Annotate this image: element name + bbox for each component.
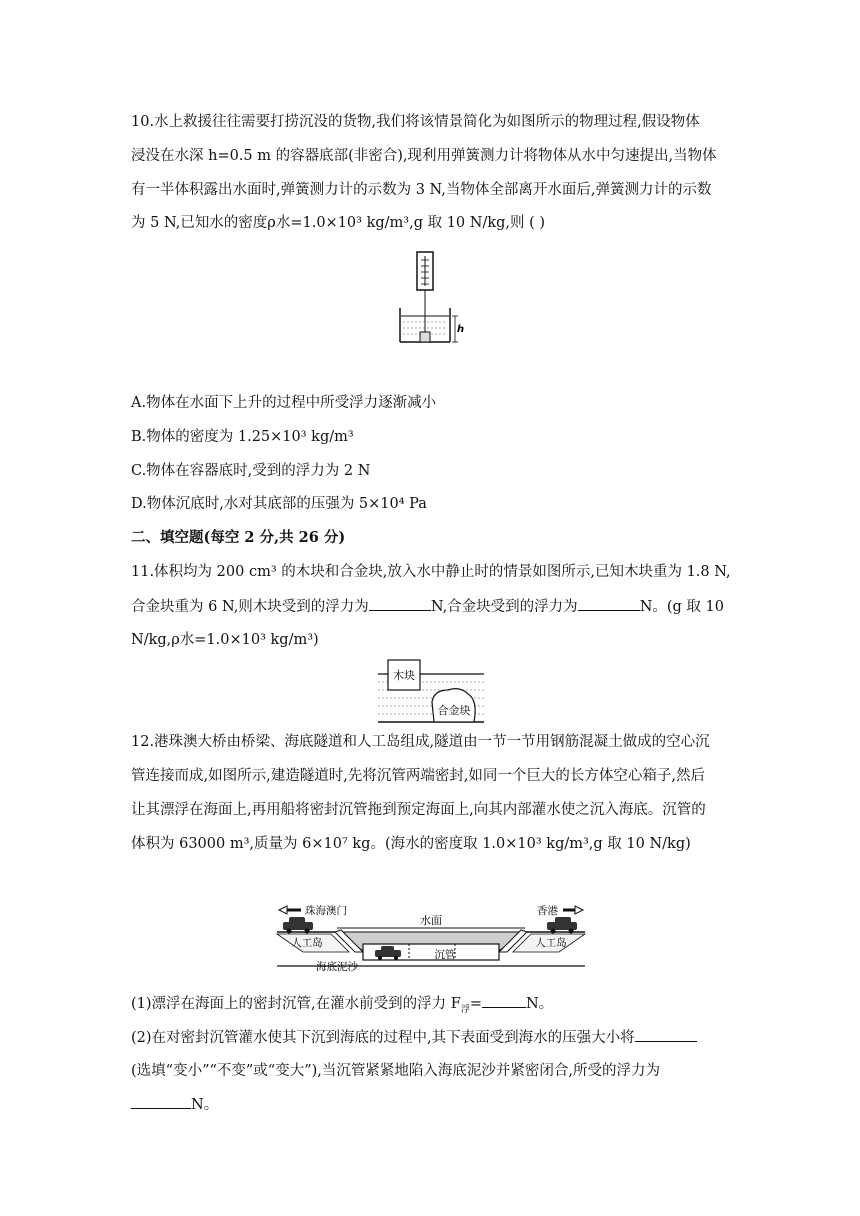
q10-spring-scale-figure — [395, 250, 465, 346]
q12-blank-3[interactable] — [131, 1094, 191, 1109]
q11-text-b: N,合金块受到的浮力为 — [430, 599, 578, 615]
q12-blank-2[interactable] — [635, 1027, 697, 1042]
q10-option-a: A.物体在水面下上升的过程中所受浮力逐渐减小 — [131, 395, 437, 411]
q11-fig-alloy-label: 合金块 — [437, 704, 471, 717]
q12-sub2-line-2: (选填“变小”“不变”或“变大”),当沉管紧紧地陷入海底泥沙并紧密闭合,所受的浮力为 — [131, 1063, 661, 1079]
q11-line-1: 11.体积均为 200 cm³ 的木块和合金块,放入水中静止时的情景如图所示,已知木块重为 1.8 N, — [131, 564, 731, 580]
q12-sub2-text-c: N。 — [191, 1097, 219, 1113]
q10-line-4: 为 5 N,已知水的密度ρ水=1.0×10³ kg/m³,g 取 10 N/kg,则 ( ) — [131, 215, 546, 231]
q12-sub1-text-c: N。 — [526, 996, 554, 1012]
q12-fig-right-label: 香港 — [537, 905, 558, 917]
q12-sub2-text-a: (2)在对密封沉管灌水使其下沉到海底的过程中,其下表面受到海水的压强大小将 — [131, 1030, 635, 1046]
q12-sub2-line-3 — [131, 1094, 731, 1115]
q12-sub1 — [131, 993, 731, 1014]
q12-fig-tube-label: 沉管 — [434, 949, 456, 961]
q11-line-3: N/kg,ρ水=1.0×10³ kg/m³) — [131, 632, 319, 648]
q12-sub2-line-1 — [131, 1027, 731, 1048]
section-2-heading: 二、填空题(每空 2 分,共 26 分) — [131, 529, 346, 546]
q10-line-1: 10.水上救援往往需要打捞沉没的货物,我们将该情景简化为如图所示的物理过程,假设物体 — [131, 114, 700, 130]
q12-fig-island-right-label: 人工岛 — [535, 937, 567, 949]
q11-fig-wood-label: 木块 — [393, 669, 415, 682]
q12-blank-1[interactable] — [482, 993, 526, 1008]
q12-line-3: 让其漂浮在海面上,再用船将密封沉管拖到预定海面上,向其内部灌水使之沉入海底。沉管的 — [131, 802, 706, 818]
q12-fig-island-left-label: 人工岛 — [291, 937, 323, 949]
q12-sub1-text-b: = — [469, 996, 482, 1012]
q11-blocks-figure — [376, 656, 486, 724]
q10-option-b: B.物体的密度为 1.25×10³ kg/m³ — [131, 429, 354, 445]
q12-line-4: 体积为 63000 m³,质量为 6×10⁷ kg。(海水的密度取 1.0×10³ kg/m³,g 取 10 N/kg) — [131, 836, 691, 852]
q12-sub1-text-a: (1)漂浮在海面上的密封沉管,在灌水前受到的浮力 F — [131, 996, 461, 1012]
q12-tunnel-figure — [275, 898, 587, 974]
q10-option-d: D.物体沉底时,水对其底部的压强为 5×10⁴ Pa — [131, 496, 427, 512]
q11-blank-1[interactable] — [369, 596, 431, 611]
q12-line-1: 12.港珠澳大桥由桥梁、海底隧道和人工岛组成,隧道由一节一节用钢筋混凝土做成的空心沉 — [131, 734, 710, 750]
q12-sub1-subscript: 浮 — [460, 1004, 470, 1015]
q10-line-3: 有一半体积露出水面时,弹簧测力计的示数为 3 N,当物体全部离开水面后,弹簧测力计的示数 — [131, 182, 712, 198]
q11-blank-2[interactable] — [578, 596, 640, 611]
car-icon-left — [283, 917, 313, 934]
q12-fig-sand-label: 海底泥沙 — [316, 961, 358, 973]
q10-option-c: C.物体在容器底时,受到的浮力为 2 N — [131, 463, 371, 479]
q12-line-2: 管连接而成,如图所示,建造隧道时,先将沉管两端密封,如同一个巨大的长方体空心箱子,然后 — [131, 768, 706, 784]
car-icon-right — [547, 917, 577, 934]
q10-line-2: 浸没在水深 h=0.5 m 的容器底部(非密合),现利用弹簧测力计将物体从水中匀速提出,当物体 — [131, 148, 717, 164]
q12-fig-left-label: 珠海澳门 — [305, 905, 347, 917]
q11-text-a: 合金块重为 6 N,则木块受到的浮力为 — [131, 599, 369, 615]
q10-fig-h-label: h — [457, 324, 465, 335]
q12-fig-water-label: 水面 — [420, 914, 442, 927]
q11-text-c: N。(g 取 10 — [639, 599, 724, 615]
q11-line-2 — [131, 596, 731, 617]
